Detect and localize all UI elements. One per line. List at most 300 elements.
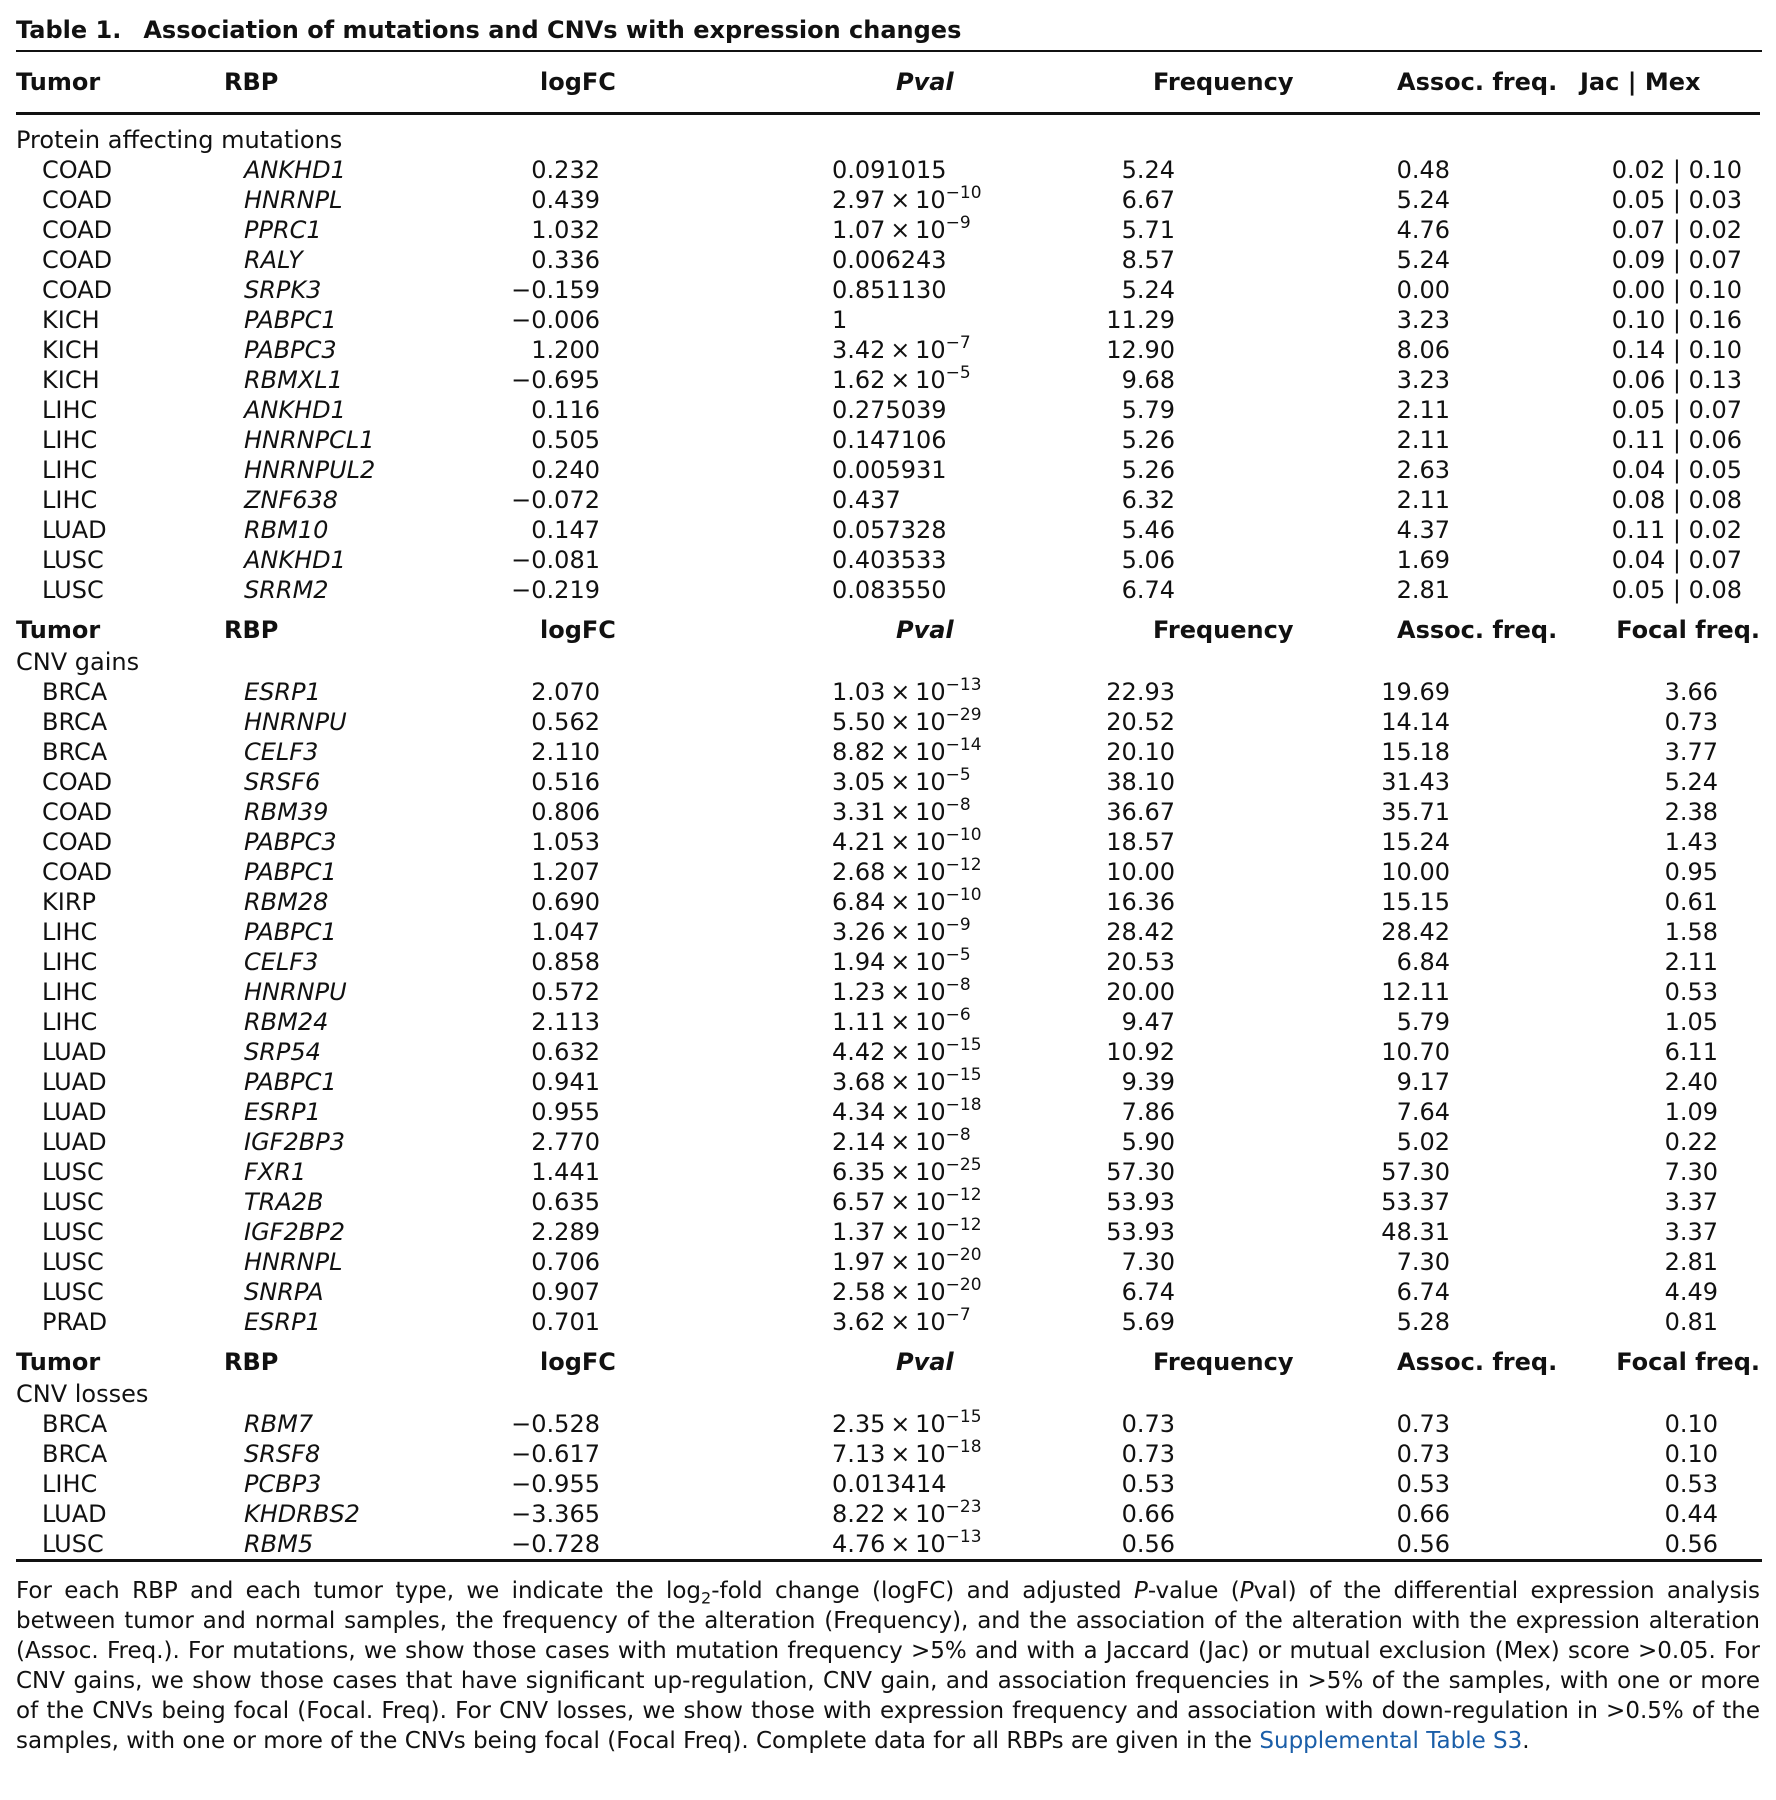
cell-rbp: ANKHD1 — [244, 396, 346, 424]
pval-times: × 10 — [885, 738, 946, 766]
bottom-rule — [16, 1559, 1762, 1562]
cell-rbp: ESRP1 — [244, 1098, 321, 1126]
pval-mantissa: 4.21 — [832, 828, 886, 856]
cell-rbp: PABPC1 — [244, 1068, 337, 1096]
cell-assoc-freq: 0.00 — [1396, 276, 1450, 304]
pval-exponent: −6 — [945, 1005, 971, 1025]
cell-logfc: −0.072 — [511, 486, 600, 514]
pval-mantissa: 2.35 — [832, 1410, 886, 1438]
pval-times: × 10 — [885, 768, 946, 796]
section-label: CNV gains — [16, 648, 140, 676]
pval-exponent: −8 — [945, 795, 971, 815]
table-row — [16, 827, 1760, 857]
cell-pval — [770, 917, 1060, 947]
pval-exponent: −8 — [945, 1125, 971, 1145]
pval-exponent: −14 — [945, 735, 982, 755]
table-row — [16, 1127, 1760, 1157]
cell-assoc-freq: 10.70 — [1381, 1038, 1450, 1066]
cell-rbp: RBM7 — [244, 1410, 314, 1438]
cell-logfc: 0.806 — [531, 798, 600, 826]
cell-pval — [770, 1217, 1060, 1247]
table-row — [16, 1499, 1760, 1529]
table-row — [16, 977, 1760, 1007]
cell-tumor: BRCA — [42, 1440, 108, 1468]
cell-focal-freq: 0.53 — [1664, 1470, 1718, 1498]
pval-mantissa: 5.50 — [832, 708, 886, 736]
cell-jac-mex: 0.05 | 0.07 — [1611, 396, 1742, 424]
pval-mantissa: 0.083550 — [832, 576, 947, 604]
col-header-focal-freq: Focal freq. — [1616, 1348, 1760, 1376]
cell-tumor: COAD — [42, 156, 113, 184]
pval-times: × 10 — [885, 1308, 946, 1336]
cell-tumor: KICH — [42, 366, 100, 394]
pval-times: × 10 — [885, 336, 946, 364]
cell-pval — [770, 857, 1060, 887]
cell-rbp: PABPC1 — [244, 918, 337, 946]
cell-focal-freq: 4.49 — [1664, 1278, 1718, 1306]
cell-focal-freq: 0.22 — [1664, 1128, 1718, 1156]
cell-logfc: 0.147 — [531, 516, 600, 544]
cell-tumor: COAD — [42, 276, 113, 304]
cell-tumor: LUSC — [42, 1158, 104, 1186]
pval-times: × 10 — [885, 1218, 946, 1246]
cell-focal-freq: 5.24 — [1664, 768, 1718, 796]
pval-mantissa: 1.97 — [832, 1248, 886, 1276]
cell-focal-freq: 7.30 — [1664, 1158, 1718, 1186]
cell-frequency: 20.10 — [1106, 738, 1175, 766]
cell-logfc: 0.562 — [531, 708, 600, 736]
cell-rbp: ZNF638 — [244, 486, 339, 514]
cell-focal-freq: 0.56 — [1664, 1530, 1718, 1558]
col-header-logfc: logFC — [484, 52, 770, 114]
cell-tumor: LUSC — [42, 1278, 104, 1306]
col-header-tumor: Tumor — [16, 52, 224, 114]
cell-jac-mex: 0.14 | 0.10 — [1611, 336, 1742, 364]
pval-mantissa: 2.68 — [832, 858, 886, 886]
cell-rbp: PPRC1 — [244, 216, 322, 244]
cell-frequency: 0.73 — [1121, 1410, 1175, 1438]
cell-rbp: PABPC1 — [244, 858, 337, 886]
cell-assoc-freq: 15.24 — [1381, 828, 1450, 856]
cell-focal-freq: 6.11 — [1664, 1038, 1718, 1066]
cell-pval — [770, 185, 1060, 215]
cell-rbp: KHDRBS2 — [244, 1500, 360, 1528]
cell-assoc-freq: 4.76 — [1396, 216, 1450, 244]
cell-frequency: 7.86 — [1121, 1098, 1175, 1126]
cell-frequency: 11.29 — [1106, 306, 1175, 334]
cell-rbp: HNRNPCL1 — [244, 426, 375, 454]
table-row — [16, 395, 1760, 425]
cell-pval — [770, 395, 1060, 425]
col-header-jac-mex: Jac | Mex — [1580, 52, 1760, 114]
cell-rbp: ANKHD1 — [244, 546, 346, 574]
cell-rbp: IGF2BP3 — [244, 1128, 345, 1156]
cell-tumor: BRCA — [42, 678, 108, 706]
cell-pval — [770, 545, 1060, 575]
pval-exponent: −9 — [945, 213, 971, 233]
cell-frequency: 53.93 — [1106, 1218, 1175, 1246]
pval-mantissa: 0.013414 — [832, 1470, 947, 1498]
cell-tumor: COAD — [42, 798, 113, 826]
col-header-assoc-freq: Assoc. freq. — [1397, 1348, 1558, 1376]
cell-frequency: 5.69 — [1121, 1308, 1175, 1336]
pval-exponent: −25 — [945, 1155, 982, 1175]
cell-frequency: 10.00 — [1106, 858, 1175, 886]
cell-assoc-freq: 0.53 — [1396, 1470, 1450, 1498]
cell-logfc: 2.070 — [531, 678, 600, 706]
table-row — [16, 707, 1760, 737]
cell-logfc: −0.159 — [511, 276, 600, 304]
cell-logfc: 0.907 — [531, 1278, 600, 1306]
cell-frequency: 7.30 — [1121, 1248, 1175, 1276]
pval-times: × 10 — [885, 1068, 946, 1096]
pval-exponent: −23 — [945, 1497, 982, 1517]
cell-logfc: 0.690 — [531, 888, 600, 916]
table-row — [16, 1067, 1760, 1097]
cell-assoc-freq: 2.11 — [1396, 396, 1450, 424]
pval-times: × 10 — [885, 1098, 946, 1126]
cell-assoc-freq: 28.42 — [1381, 918, 1450, 946]
pval-exponent: −9 — [945, 915, 971, 935]
pval-mantissa: 3.42 — [832, 336, 886, 364]
header-row-2 — [16, 605, 1760, 647]
cell-pval — [770, 335, 1060, 365]
cell-logfc: 0.632 — [531, 1038, 600, 1066]
cell-tumor: LUSC — [42, 1530, 104, 1558]
cell-tumor: KICH — [42, 306, 100, 334]
cell-pval — [770, 1277, 1060, 1307]
cell-assoc-freq: 3.23 — [1396, 306, 1450, 334]
cell-tumor: LUSC — [42, 1218, 104, 1246]
col-header-assoc-freq: Assoc. freq. — [1397, 616, 1558, 644]
pval-mantissa: 3.31 — [832, 798, 886, 826]
cell-assoc-freq: 0.56 — [1396, 1530, 1450, 1558]
pval-exponent: −12 — [945, 855, 982, 875]
cell-rbp: CELF3 — [244, 948, 319, 976]
table-title — [16, 10, 1762, 50]
cell-pval — [770, 365, 1060, 395]
cell-frequency: 28.42 — [1106, 918, 1175, 946]
cell-logfc: 0.858 — [531, 948, 600, 976]
cell-assoc-freq: 6.84 — [1396, 948, 1450, 976]
cell-focal-freq: 2.81 — [1664, 1248, 1718, 1276]
pval-mantissa: 8.82 — [832, 738, 886, 766]
col-header-assoc-freq: Assoc. freq. — [1313, 52, 1580, 114]
col-header-logfc: logFC — [540, 1348, 616, 1376]
table-row — [16, 917, 1760, 947]
cell-focal-freq: 1.58 — [1664, 918, 1718, 946]
pval-mantissa: 4.42 — [832, 1038, 886, 1066]
header-row-3 — [16, 1337, 1760, 1379]
cell-focal-freq: 1.05 — [1664, 1008, 1718, 1036]
cell-jac-mex: 0.10 | 0.16 — [1611, 306, 1742, 334]
cell-frequency: 20.52 — [1106, 708, 1175, 736]
cell-frequency: 16.36 — [1106, 888, 1175, 916]
pval-exponent: −13 — [945, 1527, 982, 1547]
cell-logfc: 0.116 — [531, 396, 600, 424]
cell-logfc: 1.053 — [531, 828, 600, 856]
cell-tumor: LIHC — [42, 456, 98, 484]
cell-assoc-freq: 0.66 — [1396, 1500, 1450, 1528]
cell-rbp: TRA2B — [244, 1188, 324, 1216]
cell-rbp: SRPK3 — [244, 276, 322, 304]
cell-pval — [770, 1307, 1060, 1337]
cell-focal-freq: 3.77 — [1664, 738, 1718, 766]
cell-frequency: 5.06 — [1121, 546, 1175, 574]
pval-exponent: −20 — [945, 1275, 982, 1295]
table-row — [16, 545, 1760, 575]
cell-pval — [770, 1499, 1060, 1529]
cell-assoc-freq: 9.17 — [1396, 1068, 1450, 1096]
cell-frequency: 8.57 — [1121, 246, 1175, 274]
pval-exponent: −12 — [945, 1215, 982, 1235]
cell-logfc: −0.728 — [511, 1530, 600, 1558]
cell-assoc-freq: 14.14 — [1381, 708, 1450, 736]
cell-logfc: 0.516 — [531, 768, 600, 796]
cell-logfc: 2.289 — [531, 1218, 600, 1246]
cell-logfc: 0.572 — [531, 978, 600, 1006]
cell-focal-freq: 0.95 — [1664, 858, 1718, 886]
pval-times: × 10 — [885, 1530, 946, 1558]
cell-focal-freq: 1.43 — [1664, 828, 1718, 856]
pval-exponent: −10 — [945, 885, 982, 905]
table-row — [16, 1247, 1760, 1277]
pval-times: × 10 — [885, 1440, 946, 1468]
pval-mantissa: 1.03 — [832, 678, 886, 706]
pval-times: × 10 — [885, 978, 946, 1006]
cell-focal-freq: 3.37 — [1664, 1188, 1718, 1216]
pval-times: × 10 — [885, 708, 946, 736]
table-row — [16, 1217, 1760, 1247]
table-row — [16, 215, 1760, 245]
pval-exponent: −5 — [945, 363, 971, 383]
pval-mantissa: 2.14 — [832, 1128, 886, 1156]
cell-tumor: LUSC — [42, 1188, 104, 1216]
cell-assoc-freq: 0.73 — [1396, 1410, 1450, 1438]
section-row-losses — [16, 1379, 1760, 1409]
col-header-rbp: RBP — [224, 52, 484, 114]
pval-times: × 10 — [885, 828, 946, 856]
cell-tumor: BRCA — [42, 738, 108, 766]
cell-logfc: 0.336 — [531, 246, 600, 274]
cell-rbp: HNRNPL — [244, 1248, 343, 1276]
pval-exponent: −10 — [945, 825, 982, 845]
pval-mantissa: 2.97 — [832, 186, 886, 214]
cell-frequency: 0.56 — [1121, 1530, 1175, 1558]
cell-pval — [770, 275, 1060, 305]
pval-mantissa: 1.23 — [832, 978, 886, 1006]
cell-jac-mex: 0.07 | 0.02 — [1611, 216, 1742, 244]
pval-exponent: −7 — [945, 333, 971, 353]
section-row-gains — [16, 647, 1760, 677]
cell-logfc: 0.635 — [531, 1188, 600, 1216]
cell-assoc-freq: 15.15 — [1381, 888, 1450, 916]
cell-frequency: 38.10 — [1106, 768, 1175, 796]
table-row — [16, 1529, 1760, 1559]
data-table — [16, 52, 1760, 1559]
pval-mantissa: 1.37 — [832, 1218, 886, 1246]
table-row — [16, 1157, 1760, 1187]
table-row — [16, 305, 1760, 335]
cell-assoc-freq: 6.74 — [1396, 1278, 1450, 1306]
pval-exponent: −8 — [945, 975, 971, 995]
cell-rbp: PABPC1 — [244, 306, 337, 334]
cell-assoc-freq: 5.02 — [1396, 1128, 1450, 1156]
section-label: CNV losses — [16, 1380, 149, 1408]
cell-logfc: −0.695 — [511, 366, 600, 394]
cell-logfc: 1.047 — [531, 918, 600, 946]
cell-logfc: 2.770 — [531, 1128, 600, 1156]
cell-pval — [770, 737, 1060, 767]
pval-mantissa: 1.62 — [832, 366, 886, 394]
table-row — [16, 1409, 1760, 1439]
cell-assoc-freq: 2.81 — [1396, 576, 1450, 604]
cell-tumor: LUAD — [42, 1038, 107, 1066]
table-row — [16, 1439, 1760, 1469]
cell-tumor: LIHC — [42, 978, 98, 1006]
pval-exponent: −29 — [945, 705, 982, 725]
cell-tumor: COAD — [42, 828, 113, 856]
pval-exponent: −15 — [945, 1065, 982, 1085]
cell-jac-mex: 0.11 | 0.02 — [1611, 516, 1742, 544]
cell-rbp: FXR1 — [244, 1158, 307, 1186]
cell-rbp: RBM24 — [244, 1008, 329, 1036]
cell-logfc: −0.219 — [511, 576, 600, 604]
cell-tumor: KIRP — [42, 888, 96, 916]
cell-pval — [770, 575, 1060, 605]
cell-pval — [770, 1409, 1060, 1439]
table-row — [16, 575, 1760, 605]
cell-rbp: PCBP3 — [244, 1470, 322, 1498]
table-row — [16, 797, 1760, 827]
cell-pval — [770, 155, 1060, 185]
cell-pval — [770, 305, 1060, 335]
pval-exponent: −5 — [945, 765, 971, 785]
cell-frequency: 5.90 — [1121, 1128, 1175, 1156]
cell-rbp: RBM10 — [244, 516, 329, 544]
pval-mantissa: 7.13 — [832, 1440, 886, 1468]
cell-logfc: 0.240 — [531, 456, 600, 484]
pval-mantissa: 4.34 — [832, 1098, 886, 1126]
table-row — [16, 1037, 1760, 1067]
pval-mantissa: 8.22 — [832, 1500, 886, 1528]
cell-rbp: HNRNPU — [244, 708, 347, 736]
cell-frequency: 18.57 — [1106, 828, 1175, 856]
cell-focal-freq: 3.37 — [1664, 1218, 1718, 1246]
cell-logfc: −0.081 — [511, 546, 600, 574]
cell-rbp: HNRNPU — [244, 978, 347, 1006]
cell-rbp: RBM5 — [244, 1530, 314, 1558]
cell-pval — [770, 1007, 1060, 1037]
table-row — [16, 155, 1760, 185]
cell-assoc-freq: 31.43 — [1381, 768, 1450, 796]
col-header-pval: Pval — [896, 616, 954, 644]
cell-pval — [770, 767, 1060, 797]
cell-focal-freq: 2.40 — [1664, 1068, 1718, 1096]
cell-frequency: 53.93 — [1106, 1188, 1175, 1216]
col-header-focal-freq: Focal freq. — [1616, 616, 1760, 644]
table-row — [16, 1277, 1760, 1307]
supplemental-link[interactable]: Supplemental Table S3 — [1259, 1728, 1523, 1754]
cell-logfc: 0.706 — [531, 1248, 600, 1276]
cell-logfc: 0.941 — [531, 1068, 600, 1096]
cell-tumor: COAD — [42, 768, 113, 796]
table-row — [16, 767, 1760, 797]
cell-pval — [770, 1127, 1060, 1157]
cell-pval — [770, 1097, 1060, 1127]
cell-rbp: SRSF8 — [244, 1440, 321, 1468]
cell-tumor: COAD — [42, 216, 113, 244]
col-header-rbp: RBP — [224, 1348, 279, 1376]
pval-times: × 10 — [885, 678, 946, 706]
cell-assoc-freq: 2.11 — [1396, 426, 1450, 454]
cell-pval — [770, 425, 1060, 455]
cell-pval — [770, 887, 1060, 917]
cell-logfc: 0.701 — [531, 1308, 600, 1336]
cell-assoc-freq: 7.30 — [1396, 1248, 1450, 1276]
cell-rbp: CELF3 — [244, 738, 319, 766]
table-row — [16, 245, 1760, 275]
cell-rbp: ESRP1 — [244, 1308, 321, 1336]
cell-logfc: −0.528 — [511, 1410, 600, 1438]
col-header-frequency: Frequency — [1153, 616, 1294, 644]
pval-times: × 10 — [885, 918, 946, 946]
cell-frequency: 9.39 — [1121, 1068, 1175, 1096]
cell-tumor: LUSC — [42, 576, 104, 604]
table-number: Table 1. — [16, 16, 122, 44]
cell-focal-freq: 0.81 — [1664, 1308, 1718, 1336]
pval-exponent: −18 — [945, 1095, 982, 1115]
cell-tumor: LUAD — [42, 1098, 107, 1126]
cell-rbp: RBMXL1 — [244, 366, 343, 394]
col-header-pval: Pval — [770, 52, 1060, 114]
cell-rbp: HNRNPL — [244, 186, 343, 214]
cell-jac-mex: 0.08 | 0.08 — [1611, 486, 1742, 514]
cell-jac-mex: 0.02 | 0.10 — [1611, 156, 1742, 184]
cell-frequency: 6.32 — [1121, 486, 1175, 514]
table-row — [16, 425, 1760, 455]
cell-assoc-freq: 12.11 — [1381, 978, 1450, 1006]
table-row — [16, 1187, 1760, 1217]
cell-rbp: ESRP1 — [244, 678, 321, 706]
cell-tumor: LUAD — [42, 1128, 107, 1156]
table-row — [16, 365, 1760, 395]
cell-frequency: 0.73 — [1121, 1440, 1175, 1468]
cell-rbp: SRRM2 — [244, 576, 329, 604]
header-row-1 — [16, 52, 1760, 114]
cell-assoc-freq: 53.37 — [1381, 1188, 1450, 1216]
cell-assoc-freq: 57.30 — [1381, 1158, 1450, 1186]
cell-assoc-freq: 3.23 — [1396, 366, 1450, 394]
cell-jac-mex: 0.00 | 0.10 — [1611, 276, 1742, 304]
cell-pval — [770, 1157, 1060, 1187]
pval-mantissa: 0.147106 — [832, 426, 947, 454]
table-caption: Association of mutations and CNVs with expression changes — [143, 16, 962, 44]
cell-pval — [770, 1529, 1060, 1559]
col-header-rbp: RBP — [224, 616, 279, 644]
pval-times: × 10 — [885, 1008, 946, 1036]
cell-focal-freq: 1.09 — [1664, 1098, 1718, 1126]
pval-mantissa: 1.94 — [832, 948, 886, 976]
cell-assoc-freq: 7.64 — [1396, 1098, 1450, 1126]
cell-assoc-freq: 4.37 — [1396, 516, 1450, 544]
section-label: Protein affecting mutations — [16, 126, 343, 154]
cell-logfc: 2.113 — [531, 1008, 600, 1036]
col-header-frequency: Frequency — [1060, 52, 1313, 114]
cell-tumor: LIHC — [42, 1470, 98, 1498]
col-header-tumor: Tumor — [16, 1348, 101, 1376]
cell-focal-freq: 2.11 — [1664, 948, 1718, 976]
